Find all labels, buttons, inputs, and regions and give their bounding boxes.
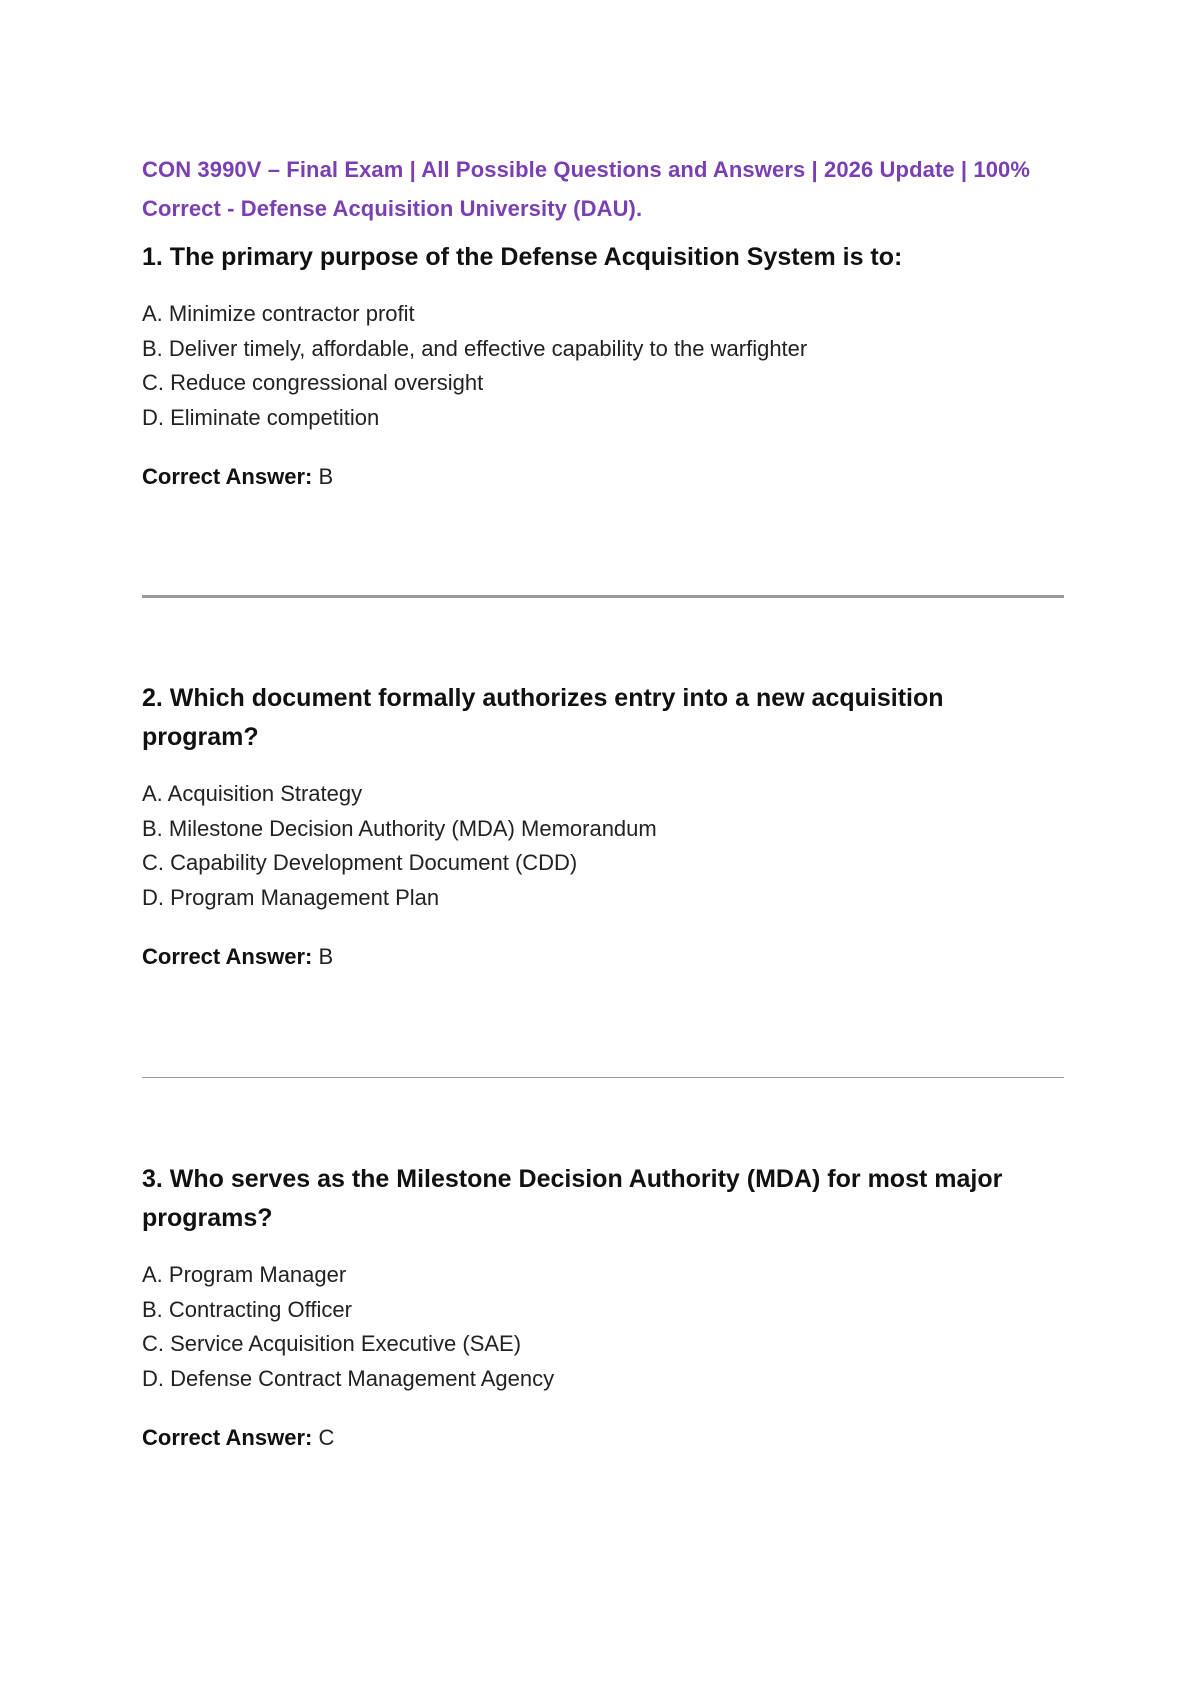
option-d: D. Program Management Plan [142, 884, 440, 910]
section-divider [142, 1077, 1064, 1078]
correct-answer-value: B [318, 464, 334, 489]
correct-answer-label: Correct Answer: [142, 1425, 313, 1450]
correct-answer-value: B [318, 944, 334, 969]
options-list [142, 1258, 1058, 1396]
option-a: A. Minimize contractor profit [142, 301, 415, 326]
correct-answer-label: Correct Answer: [142, 944, 313, 969]
option-a: A. Program Manager [142, 1262, 347, 1287]
question-3 [142, 1160, 1058, 1454]
option-b: B. Milestone Decision Authority (MDA) Memorandum [142, 815, 657, 841]
question-1 [142, 238, 1058, 493]
options-list [142, 297, 1058, 435]
correct-answer-label: Correct Answer: [142, 464, 313, 489]
option-c: C. Reduce congressional oversight [142, 370, 484, 395]
correct-answer-value: C [318, 1425, 335, 1450]
option-c: C. Capability Development Document (CDD) [142, 850, 578, 875]
question-text: 1. The primary purpose of the Defense Acquisition System is to: [142, 243, 903, 271]
options-list [142, 777, 1058, 915]
section-divider [142, 595, 1064, 598]
option-b: B. Deliver timely, affordable, and effective capability to the warfighter [142, 335, 808, 361]
question-text: 3. Who serves as the Milestone Decision Authority (MDA) for most major programs? [142, 1165, 1003, 1232]
correct-answer [142, 941, 1058, 973]
option-d: D. Defense Contract Management Agency [142, 1365, 555, 1391]
correct-answer [142, 461, 1058, 493]
option-b: B. Contracting Officer [142, 1296, 352, 1322]
document-title: CON 3990V – Final Exam | All Possible Questions and Answers | 2026 Update | 100% Correct - Defense Acquisition University (DAU). [142, 157, 1031, 221]
question-2 [142, 679, 1058, 973]
option-c: C. Service Acquisition Executive (SAE) [142, 1331, 522, 1356]
correct-answer [142, 1422, 1058, 1454]
option-a: A. Acquisition Strategy [142, 781, 363, 806]
question-text: 2. Which document formally authorizes entry into a new acquisition program? [142, 684, 944, 751]
option-d: D. Eliminate competition [142, 404, 380, 430]
